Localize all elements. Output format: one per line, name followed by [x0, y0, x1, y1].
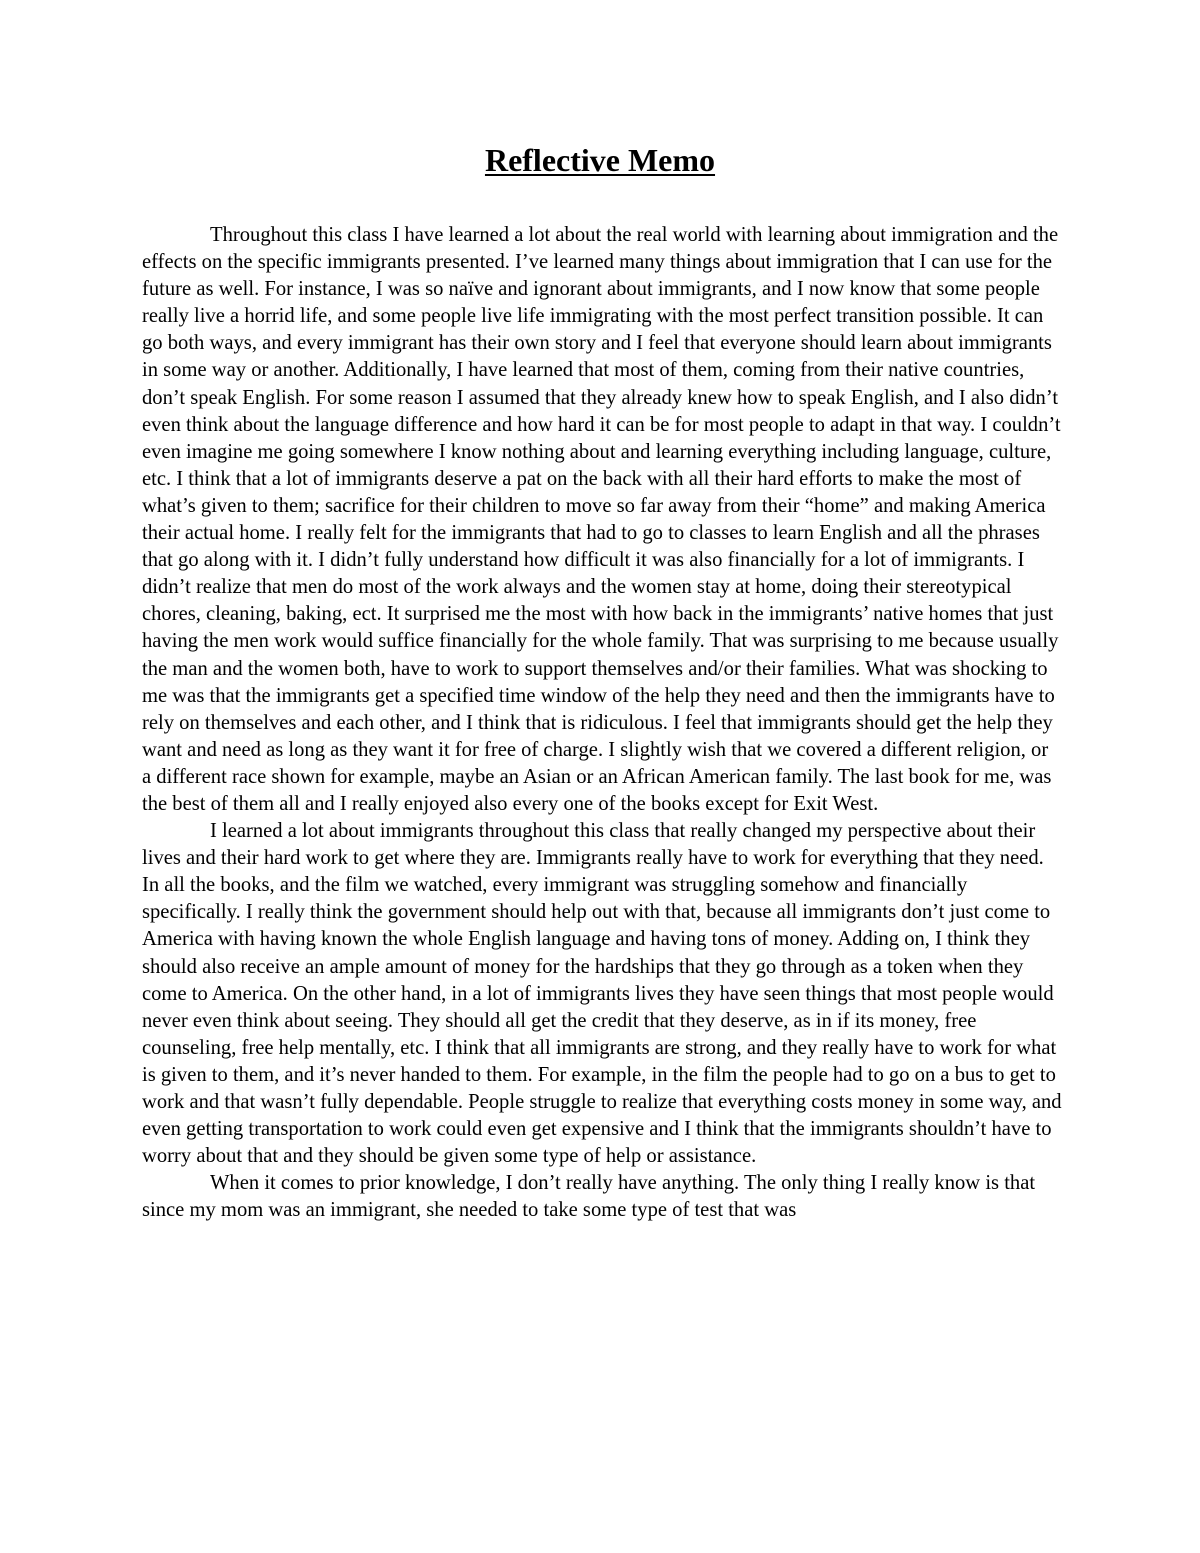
memo-body — [142, 222, 1062, 1224]
paragraph: I learned a lot about immigrants throughout this class that really changed my perspective about their lives and their hard work to get where they are. Immigrants really have to work for everything that they need. In all the books, and the film we watched, every immigrant was struggling somehow and financially specifically. I really think the government should help out with that, because all immigrants don’t just come to America with having known the whole English language and having tons of money. Adding on, I think they should also receive an ample amount of money for the hardships that they go through as a token when they come to America. On the other hand, in a lot of immigrants lives they have seen things that most people would never even think about seeing. They should all get the credit that they deserve, as in if its money, free counseling, free help mentally, etc. I think that all immigrants are strong, and they really have to work for what is given to them, and it’s never handed to them. For example, in the film the people had to go on a bus to get to work and that wasn’t fully dependable. People struggle to realize that everything costs money in some way, and even getting transportation to work could even get expensive and I think that the immigrants shouldn’t have to worry about that and they should be given some type of help or assistance. — [142, 820, 1062, 1168]
paragraph: When it comes to prior knowledge, I don’t really have anything. The only thing I really know is that since my mom was an immigrant, she needed to take some type of test that was — [142, 1172, 1036, 1222]
paragraph: Throughout this class I have learned a lot about the real world with learning about immigration and the effects on the specific immigrants presented. I’ve learned many things about immigration that I can use for the future as well. For instance, I was so naïve and ignorant about immigrants, and I now know that some people really live a horrid life, and some people live life immigrating with the most perfect transition possible. It can go both ways, and every immigrant has their own story and I feel that everyone should learn about immigrants in some way or another. Additionally, I have learned that most of them, coming from their native countries, don’t speak English. For some reason I assumed that they already knew how to speak English, and I also didn’t even think about the language difference and how hard it can be for most people to adapt in that way. I couldn’t even imagine me going somewhere I know nothing about and learning everything including language, culture, etc. I think that a lot of immigrants deserve a pat on the back with all their hard efforts to make the most of what’s given to them; sacrifice for their children to move so far away from their “home” and making America their actual home. I really felt for the immigrants that had to go to classes to learn English and all the phrases that go along with it. I didn’t fully understand how difficult it was also financially for a lot of immigrants. I didn’t realize that men do most of the work always and the women stay at home, doing their stereotypical chores, cleaning, baking, ect. It surprised me the most with how back in the immigrants’ native homes that just having the men work would suffice financially for the whole family. That was surprising to me because usually the man and the women both, have to work to support themselves and/or their families. What was shocking to me was that the immigrants get a specified time window of the help they need and then the immigrants have to rely on themselves and each other, and I think that is ridiculous. I feel that immigrants should get the help they want and need as long as they want it for free of charge. I slightly wish that we covered a different religion, or a different race shown for example, maybe an Asian or an African American family. The last book for me, was the best of them all and I really enjoyed also every one of the books except for Exit West. — [142, 224, 1061, 815]
page-title: Reflective Memo — [484, 142, 716, 178]
